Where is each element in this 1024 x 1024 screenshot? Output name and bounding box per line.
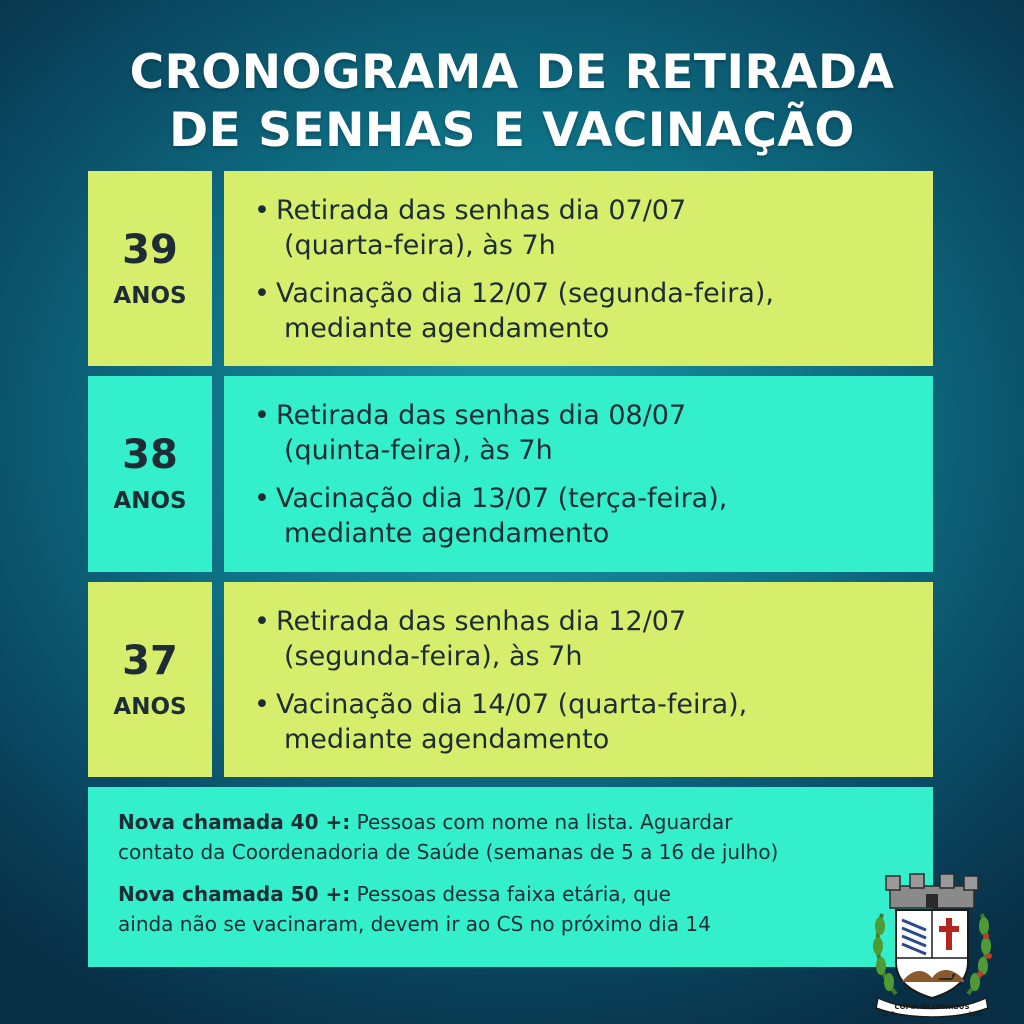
schedule-cell-38 <box>224 376 933 572</box>
ticket-line-2: (segunda-feira), às 7h <box>284 641 583 672</box>
note-text-2: contato da Coordenadoria de Saúde (semanas de 5 a 16 de julho) <box>118 840 779 864</box>
ticket-item <box>254 193 913 263</box>
schedule-cell-37 <box>224 582 933 777</box>
bullet-icon: • <box>254 606 270 637</box>
note-label: Nova chamada 40 +: <box>118 810 351 834</box>
age-number: 37 <box>122 637 178 684</box>
note-text-2: ainda não se vacinaram, devem ir ao CS no próximo dia 14 <box>118 912 711 936</box>
bullet-icon: • <box>254 689 270 720</box>
vaccination-item <box>254 687 913 757</box>
ticket-line-1: Retirada das senhas dia 12/07 <box>276 606 687 637</box>
bullet-icon: • <box>254 483 270 514</box>
bullet-icon: • <box>254 400 270 431</box>
age-cell-39 <box>88 171 212 366</box>
vaccination-line-1: Vacinação dia 12/07 (segunda-feira), <box>276 278 774 309</box>
age-unit: ANOS <box>113 693 187 720</box>
age-number: 38 <box>122 432 178 478</box>
note-50-plus <box>118 879 923 939</box>
title-line-1: CRONOGRAMA DE RETIRADA <box>129 45 895 100</box>
title-line-2: DE SENHAS E VACINAÇÃO <box>169 103 855 158</box>
note-label: Nova chamada 50 +: <box>118 882 351 906</box>
age-cell-37 <box>88 582 212 777</box>
bullet-icon: • <box>254 195 270 226</box>
schedule-cell-39 <box>224 171 933 366</box>
crest-motto: COPIA IN OMNIBUS <box>894 1003 970 1011</box>
vaccination-item <box>254 276 913 346</box>
bullet-icon: • <box>254 278 270 309</box>
crest-date-right: 1891 <box>968 1011 984 1018</box>
note-text-1: Pessoas dessa faixa etária, que <box>350 882 671 906</box>
age-unit: ANOS <box>113 488 187 514</box>
ticket-line-1: Retirada das senhas dia 07/07 <box>276 195 687 226</box>
vaccination-line-1: Vacinação dia 14/07 (quarta-feira), <box>276 689 748 720</box>
vaccination-line-2: mediante agendamento <box>284 518 610 549</box>
page-title <box>0 44 1024 160</box>
note-text-1: Pessoas com nome na lista. Aguardar <box>350 810 733 834</box>
vaccination-line-2: mediante agendamento <box>284 724 610 755</box>
vaccination-line-1: Vacinação dia 13/07 (terça-feira), <box>276 483 728 514</box>
vaccination-item <box>254 481 913 551</box>
note-40-plus <box>118 807 923 867</box>
ticket-line-1: Retirada das senhas dia 08/07 <box>276 400 687 431</box>
ticket-item <box>254 398 913 468</box>
ticket-line-2: (quinta-feira), às 7h <box>284 435 553 466</box>
vaccination-line-2: mediante agendamento <box>284 313 610 344</box>
age-unit: ANOS <box>113 282 187 309</box>
notes-panel <box>88 787 933 967</box>
ticket-item <box>254 604 913 674</box>
municipal-crest-icon <box>868 870 996 1018</box>
age-cell-38 <box>88 376 212 572</box>
ticket-line-2: (quarta-feira), às 7h <box>284 230 556 261</box>
age-number: 39 <box>122 226 178 273</box>
crest-date-left: 31-3 <box>881 1011 895 1018</box>
